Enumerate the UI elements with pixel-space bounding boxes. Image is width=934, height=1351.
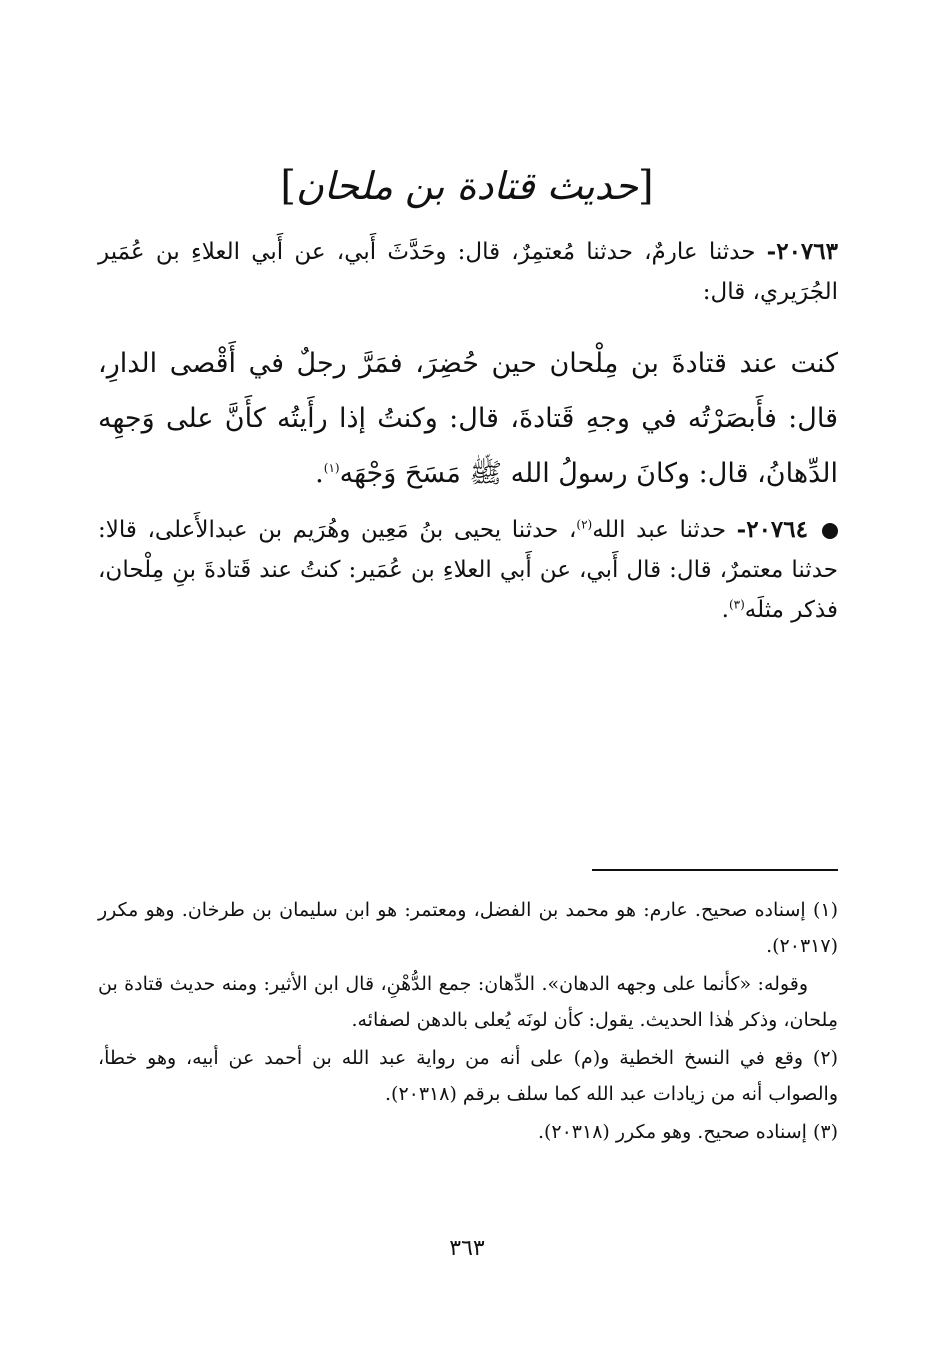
- footnote-marker-1[interactable]: (١): [323, 461, 340, 475]
- hadith-2-part2: ، حدثنا يحيى بنُ مَعِين وهُرَيم بن عبدالأَعلى، قالا: حدثنا معتمرٌ، قال: قال أَبي، عن أَبي العلاءِ بن عُمَير: كنتُ عند قَتادةَ بنِ مِلْحان، فذكر مثلَه: [98, 517, 838, 623]
- footnote-divider: [592, 869, 838, 871]
- bullet-icon: [822, 523, 838, 539]
- title-bracket-open: [: [638, 163, 654, 209]
- hadith-1-end: .: [315, 458, 324, 489]
- hadith-2: [98, 510, 838, 630]
- section-title: [0, 156, 934, 216]
- footnote-marker-3[interactable]: (٣): [728, 597, 745, 612]
- footnote-1-continuation: وقوله: «كأنما على وجهه الدهان». الدِّهان: جمع الدُّهْنِ، قال ابن الأثير: ومنه حديث قتادة بن مِلحان، وذكر هٰذا الحديث. يقول: كأن لونَه يُعلى بالدهن لصفائه.: [98, 973, 838, 1031]
- title-bracket-close: ]: [280, 163, 296, 209]
- hadith-1-number: ٢٠٧٦٣-: [766, 238, 838, 265]
- footnote-marker-2[interactable]: (٢): [576, 517, 593, 532]
- hadith-1-isnad: [98, 232, 838, 312]
- hadith-1-isnad-text: حدثنا عارمٌ، حدثنا مُعتمِرٌ، قال: وحَدَّثَ أَبي، عن أَبي العلاءِ بن عُمَير الجُرَيري، قال:: [98, 239, 838, 305]
- footnote-3: (٣) إسناده صحيح. وهو مكرر (٢٠٣١٨).: [537, 1121, 838, 1143]
- page-number: ٣٦٣: [449, 1236, 485, 1261]
- hadith-2-end: .: [721, 597, 729, 623]
- hadith-2-part1: حدثنا عبد الله: [592, 517, 727, 543]
- footnote-1: (١) إسناده صحيح. عارم: هو محمد بن الفضل، ومعتمر: هو ابن سليمان بن طرخان. وهو مكرر (٢٠٣١٧).: [98, 899, 838, 957]
- hadith-1-matn-text: كنت عند قتادةَ بن مِلْحان حين حُضِرَ، فمَرَّ رجلٌ في أَقْصى الدارِ، قال: فأَبصَرْتُه في وجهِ قَتادةَ، قال: وكنتُ إذا رأَيتُه كأَنَّ على وَجهِه الدِّهانُ، قال: وكانَ رسولُ الله ﷺ مَسَحَ وَجْهَه: [98, 348, 838, 489]
- hadith-1-matn: [98, 336, 838, 501]
- section-title-text: حديث قتادة بن ملحان: [295, 164, 639, 208]
- footnotes: [98, 892, 838, 1152]
- hadith-2-number: ٢٠٧٦٤-: [736, 516, 808, 543]
- footnote-2: (٢) وقع في النسخ الخطية و(م) على أنه من رواية عبد الله بن أحمد عن أبيه، وهو خطأ، والصواب أنه من زيادات عبد الله كما سلف برقم (٢٠٣١٨).: [98, 1047, 838, 1105]
